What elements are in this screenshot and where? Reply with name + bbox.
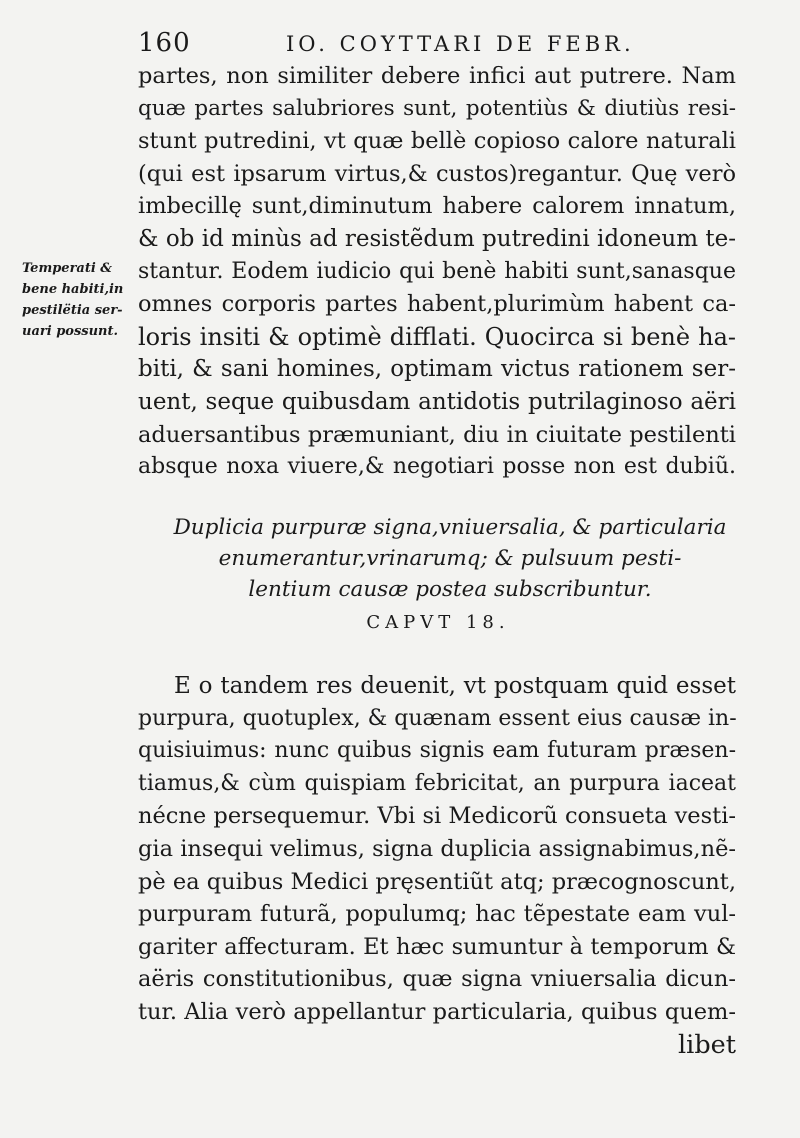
marginal-note-line: Temperati &	[22, 261, 113, 276]
chapter-heading-line: Duplicia purpuræ signa,vniuersalia, & particularia	[173, 515, 727, 540]
page-number: 160	[138, 28, 191, 58]
text-line: absque noxa viuere,& negotiari posse non est dubiũ.	[138, 454, 736, 480]
text-line: purpuram futurã, populumq; hac tẽpestate eam vul-	[138, 901, 736, 928]
text-line: (qui est ipsarum virtus,& custos)regantur. Quę verò	[138, 160, 736, 187]
chapter-heading	[160, 512, 740, 605]
text-line: uent, seque quibusdam antidotis putrilaginoso aëri	[138, 388, 736, 415]
paragraph-first	[138, 60, 736, 484]
text-line: purpura, quotuplex, & quænam essent eius causæ in-	[138, 705, 737, 731]
text-line: biti, & sani homines, optimam victus rationem ser-	[138, 356, 736, 383]
text-line: omnes corporis partes habent,plurimùm habent ca-	[138, 291, 736, 318]
marginal-note-line: bene habiti,in	[22, 282, 124, 297]
text-line: loris insiti & optimè difflati. Quocirca si benè ha-	[138, 322, 736, 351]
text-line: aëris constitutionibus, quæ signa vniuersalia dicun-	[138, 966, 736, 993]
text-line: aduersantibus præmuniant, diu in ciuitate pestilenti	[138, 421, 736, 448]
marginal-note-line: pestilëtia ser-	[22, 303, 123, 318]
text-line: & ob id minùs ad resistẽdum putredini idoneum te-	[138, 225, 736, 252]
text-line: gia insequi velimus, signa duplicia assignabimus,nẽ-	[138, 835, 736, 862]
text-line: partes, non similiter debere infici aut putrere. Nam	[138, 63, 736, 89]
chapter-heading-line: enumerantur,vrinarumq; & pulsuum pesti-	[218, 546, 682, 571]
page-header	[138, 22, 738, 58]
text-line: quisiuimus: nunc quibus signis eam futuram præsen-	[138, 738, 736, 764]
chapter-heading-line: lentium causæ postea subscribuntur.	[248, 577, 652, 602]
text-line: tiamus,& cùm quispiam febricitat, an purpura iaceat	[138, 770, 736, 796]
text-line: pè ea quibus Medici pręsentiũt atq; præcognoscunt,	[138, 868, 736, 895]
text-line: tur. Alia verò appellantur particularia, quibus quem-	[138, 998, 736, 1025]
text-line: E o tandem res deuenit, vt postquam quid esset	[174, 673, 736, 699]
text-line: stantur. Eodem iudicio qui benè habiti sunt,sanasque	[138, 258, 736, 284]
chapter-label: CAPVT 18.	[366, 612, 510, 633]
marginal-note	[22, 258, 134, 342]
catchword: libet	[678, 1029, 736, 1060]
text-line: nécne persequemur. Vbi si Medicorũ consueta vesti-	[138, 803, 736, 830]
text-line: imbecillę sunt,diminutum habere calorem innatum,	[138, 193, 736, 220]
text-line: gariter affecturam. Et hæc sumuntur à temporum &	[138, 933, 736, 960]
marginal-note-line: uari possunt.	[22, 324, 119, 339]
text-line: quæ partes salubriores sunt, potentiùs & diutiùs resi-	[138, 95, 736, 121]
paragraph-second	[138, 670, 736, 1061]
running-title: IO. COYTTARI DE FEBR.	[286, 32, 635, 56]
text-line: stunt putredini, vt quæ bellè copioso calore naturali	[138, 128, 736, 155]
